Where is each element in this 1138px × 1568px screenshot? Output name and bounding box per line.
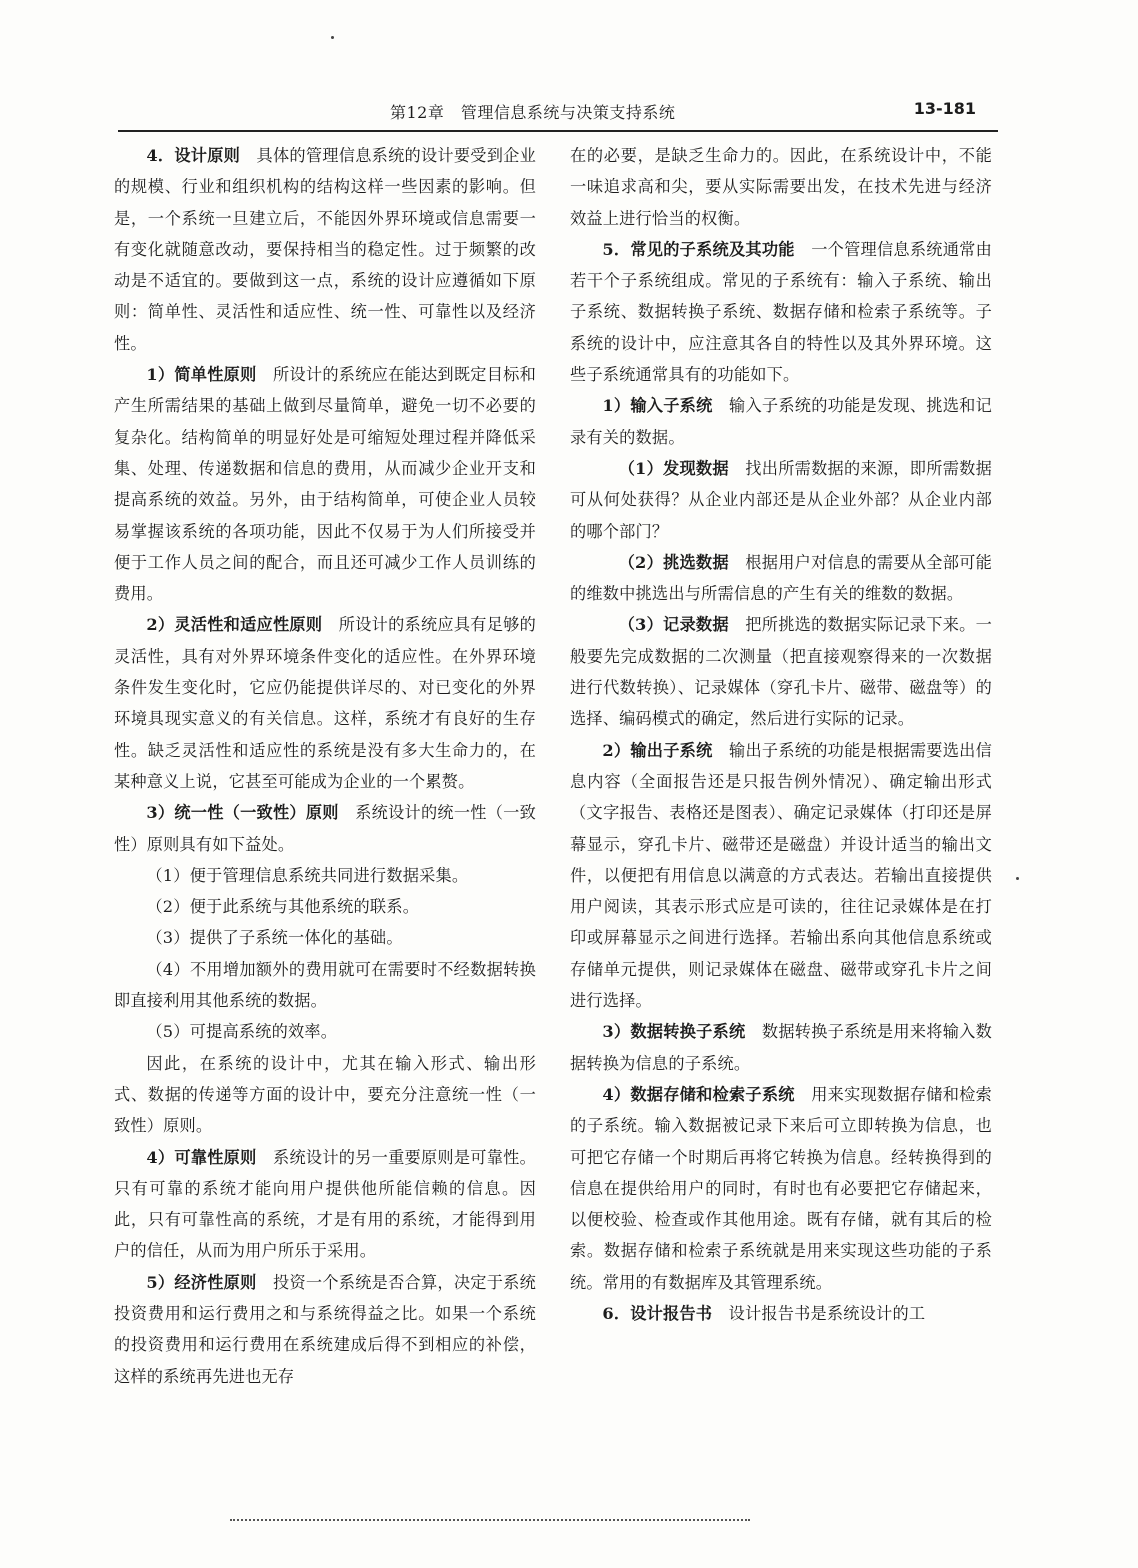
paragraph-text: 系统设计的另一重要原则是可靠性。只有可靠的系统才能向用户提供他所能信赖的信息。因此，只有可靠性高的系统，才是有用的系统，才能得到用户的信任，从而为用户所乐于采用。 xyxy=(114,1147,536,1261)
paragraph xyxy=(114,1016,536,1047)
paragraph-text: 一个管理信息系统通常由若干个子系统组成。常见的子系统有：输入子系统、输出子系统、数据转换子系统、数据存储和检索子系统等。子系统的设计中，应注意其各自的特性以及其外界环境。这些子系统通常具有的功能如下。 xyxy=(570,239,992,385)
paragraph xyxy=(570,390,992,453)
paragraph xyxy=(570,735,992,1017)
paragraph-text: 所设计的系统应具有足够的灵活性，具有对外界环境条件变化的适应性。在外界环境条件发生变化时，它应仍能提供详尽的、对已变化的外界环境具现实意义的有关信息。这样，系统才有良好的生存性。缺乏灵活性和适应性的系统是没有多大生命力的，在某种意义上说，它甚至可能成为企业的一个累赘。 xyxy=(114,615,536,791)
paragraph-text: 把所挑选的数据实际记录下来。一般要先完成数据的二次测量（把直接观察得来的一次数据进行代数转换）、记录媒体（穿孔卡片、磁带、磁盘等）的选择、编码模式的确定，然后进行实际的记录。 xyxy=(570,615,993,729)
scan-speck xyxy=(1016,877,1019,880)
paragraph-heading: 1）输入子系统 xyxy=(602,396,713,416)
paragraph-text: （4）不用增加额外的费用就可在需要时不经数据转换即直接利用其他系统的数据。 xyxy=(114,959,536,1011)
paragraph xyxy=(114,359,536,609)
paragraph-text: 数据转换子系统是用来将输入数据转换为信息的子系统。 xyxy=(570,1022,992,1073)
paragraph xyxy=(114,954,536,1017)
chapter-title: 第12章 管理信息系统与决策支持系统 xyxy=(390,103,676,122)
paragraph-text: 投资一个系统是否合算，决定于系统投资费用和运行费用之和与系统得益之比。如果一个系统的投资费用和运行费用在系统建成后得不到相应的补偿，这样的系统再先进也无存 xyxy=(114,1272,536,1386)
paragraph-heading: 1）简单性原则 xyxy=(146,365,257,385)
paragraph xyxy=(570,453,992,547)
paragraph xyxy=(570,1079,992,1298)
paragraph-text: （5）可提高系统的效率。 xyxy=(146,1022,338,1042)
paragraph-heading: 3）统一性（一致性）原则 xyxy=(146,803,339,823)
paragraph-heading: 6．设计报告书 xyxy=(602,1303,713,1323)
left-column xyxy=(114,140,536,1392)
paragraph xyxy=(570,609,992,734)
paragraph-heading: 3）数据转换子系统 xyxy=(602,1022,746,1042)
paragraph-text: 输入子系统的功能是发现、挑选和记录有关的数据。 xyxy=(570,396,992,447)
paragraph xyxy=(570,1016,992,1079)
paragraph xyxy=(114,1048,536,1142)
paragraph xyxy=(114,609,536,797)
paragraph-heading: 5．常见的子系统及其功能 xyxy=(602,239,795,259)
paragraph-text: 在的必要，是缺乏生命力的。因此，在系统设计中，不能一味追求高和尖，要从实际需要出发，在技术先进与经济效益上进行恰当的权衡。 xyxy=(570,146,992,228)
paragraph-heading: 2）灵活性和适应性原则 xyxy=(146,615,323,635)
paragraph xyxy=(114,860,536,891)
paragraph-text: 找出所需数据的来源，即所需数据可从何处获得？从企业内部还是从企业外部？从企业内部的哪个部门？ xyxy=(570,458,993,541)
paragraph-text: 用来实现数据存储和检索的子系统。输入数据被记录下来后可立即转换为信息，也可把它存储一个时期后再将它转换为信息。经转换得到的信息在提供给用户的同时，有时也有必要把它存储起来，以便校验、检查或作其他用途。既有存储，就有其后的检索。数据存储和检索子系统就是用来实现这些功能的子系统。常用的有数据库及其管理系统。 xyxy=(570,1084,992,1292)
paragraph xyxy=(114,797,536,860)
paragraph xyxy=(114,1267,536,1392)
paragraph-text: 系统设计的统一性（一致性）原则具有如下益处。 xyxy=(114,803,536,854)
paragraph xyxy=(114,140,536,359)
running-header xyxy=(118,96,998,132)
paragraph-text: 输出子系统的功能是根据需要选出信息内容（全面报告还是只报告例外情况）、确定输出形式（文字报告、表格还是图表）、确定记录媒体（打印还是屏幕显示，穿孔卡片、磁带还是磁盘）并设计适当的输出文件，以便把有用信息以满意的方式表达。若输出直接提供用户阅读，其表示形式应是可读的，往往记录媒体是在打印或屏幕显示之间进行选择。若输出系向其他信息系统或存储单元提供，则记录媒体在磁盘、磁带或穿孔卡片之间进行选择。 xyxy=(570,740,992,1011)
paragraph-text: （2）便于此系统与其他系统的联系。 xyxy=(146,897,420,917)
paragraph-heading: 4．设计原则 xyxy=(146,146,241,165)
paragraph-heading: （3）记录数据 xyxy=(618,615,729,635)
paragraph-heading: 2）输出子系统 xyxy=(602,740,713,760)
paragraph-heading: 5）经济性原则 xyxy=(146,1272,257,1292)
paragraph-heading: 4）可靠性原则 xyxy=(146,1147,257,1167)
paragraph-text: 设计报告书是系统设计的工 xyxy=(712,1303,926,1323)
paragraph-text: （3）提供了子系统一体化的基础。 xyxy=(146,928,403,948)
bottom-scan-dots xyxy=(230,1519,750,1521)
paragraph xyxy=(570,140,992,234)
paragraph xyxy=(570,547,992,610)
paragraph-text: 所设计的系统应在能达到既定目标和产生所需结果的基础上做到尽量简单，避免一切不必要的复杂化。结构简单的明显好处是可缩短处理过程并降低采集、处理、传递数据和信息的费用，从而减少企业开支和提高系统的效益。另外，由于结构简单，可使企业人员较易掌握该系统的各项功能，因此不仅易于为人们所接受并便于工作人员之间的配合，而且还可减少工作人员训练的费用。 xyxy=(114,365,536,604)
paragraph xyxy=(114,1142,536,1267)
paragraph-heading: （2）挑选数据 xyxy=(618,552,729,572)
paragraph-text: 具体的管理信息系统的设计要受到企业的规模、行业和组织机构的结构这样一些因素的影响。但是，一个系统一旦建立后，不能因外界环境或信息需要一有变化就随意改动，要保持相当的稳定性。过于频繁的改动是不适宜的。要做到这一点，系统的设计应遵循如下原则：简单性、灵活性和适应性、统一性、可靠性以及经济性。 xyxy=(114,146,536,353)
page-number: 13-181 xyxy=(913,99,976,118)
paragraph xyxy=(114,922,536,953)
paragraph-heading: 4）数据存储和检索子系统 xyxy=(602,1084,795,1104)
paragraph xyxy=(570,1298,992,1329)
paragraph-text: （1）便于管理信息系统共同进行数据采集。 xyxy=(146,865,469,885)
right-column xyxy=(570,140,992,1329)
paragraph-heading: （1）发现数据 xyxy=(618,458,729,478)
paragraph-text: 因此，在系统的设计中，尤其在输入形式、输出形式、数据的传递等方面的设计中，要充分注意统一性（一致性）原则。 xyxy=(114,1053,536,1136)
paragraph xyxy=(114,891,536,922)
scan-speck xyxy=(331,36,334,39)
paragraph-text: 根据用户对信息的需要从全部可能的维数中挑选出与所需信息的产生有关的维数的数据。 xyxy=(570,552,993,604)
paragraph xyxy=(570,234,992,390)
